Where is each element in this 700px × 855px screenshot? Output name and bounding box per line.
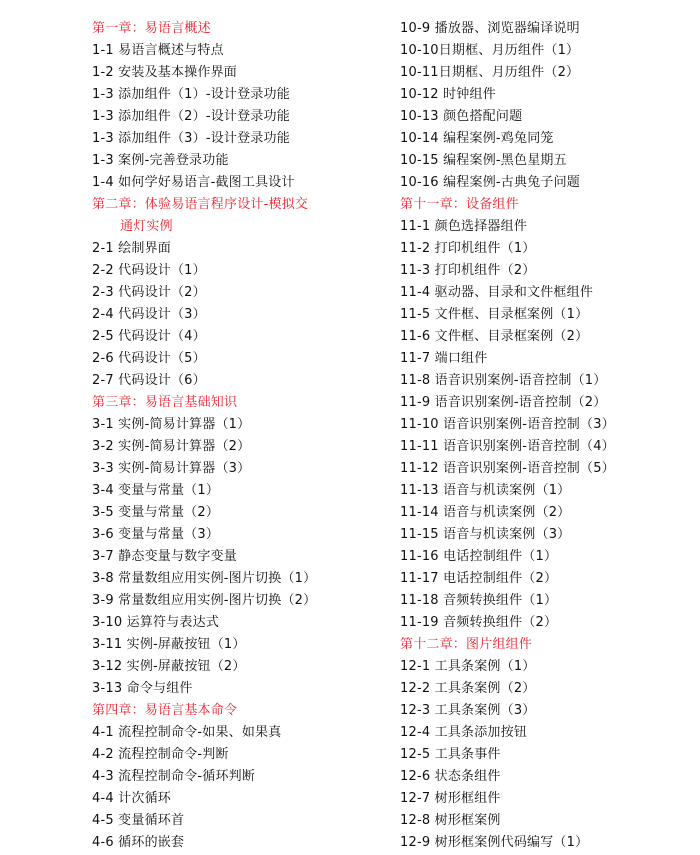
toc-entry: 11-16 电话控制组件（1） <box>400 549 558 564</box>
toc-entry: 11-18 音频转换组件（1） <box>400 593 558 608</box>
toc-entry: 11-8 语音识别案例-语音控制（1） <box>400 373 607 388</box>
toc-entry: 4-3 流程控制命令-循环判断 <box>92 769 256 784</box>
toc-right-column <box>400 18 690 854</box>
toc-entry: 1-3 案例-完善登录功能 <box>92 153 229 168</box>
chapter-heading: 第十一章：设备组件 <box>400 197 519 212</box>
toc-entry: 3-7 静态变量与数字变量 <box>92 549 237 564</box>
toc-entry: 4-5 变量循环首 <box>92 813 185 828</box>
toc-entry: 3-1 实例-简易计算器（1） <box>92 417 251 432</box>
toc-entry: 11-3 打印机组件（2） <box>400 263 536 278</box>
toc-entry: 3-4 变量与常量（1） <box>92 483 220 498</box>
toc-entry: 11-13 语音与机读案例（1） <box>400 483 571 498</box>
toc-entry: 3-10 运算符与表达式 <box>92 615 220 630</box>
toc-entry: 2-3 代码设计（2） <box>92 285 206 300</box>
toc-entry: 11-14 语音与机读案例（2） <box>400 505 571 520</box>
toc-entry: 3-9 常量数组应用实例-图片切换（2） <box>92 593 317 608</box>
toc-entry: 3-13 命令与组件 <box>92 681 193 696</box>
toc-entry: 4-1 流程控制命令-如果、如果真 <box>92 725 282 740</box>
chapter-heading: 第四章：易语言基本命令 <box>92 703 238 718</box>
toc-entry: 3-6 变量与常量（3） <box>92 527 220 542</box>
toc-entry: 11-9 语音识别案例-语音控制（2） <box>400 395 607 410</box>
toc-entry: 1-3 添加组件（1）-设计登录功能 <box>92 87 290 102</box>
toc-entry: 3-12 实例-屏蔽按钮（2） <box>92 659 246 674</box>
toc-entry: 11-4 驱动器、目录和文件框组件 <box>400 285 594 300</box>
toc-entry: 11-1 颜色选择器组件 <box>400 219 528 234</box>
toc-entry: 12-8 树形框案例 <box>400 813 501 828</box>
toc-entry: 4-2 流程控制命令-判断 <box>92 747 229 762</box>
toc-entry: 10-11日期框、月历组件（2） <box>400 65 580 80</box>
toc-entry: 3-11 实例-屏蔽按钮（1） <box>92 637 246 652</box>
toc-entry: 11-11 语音识别案例-语音控制（4） <box>400 439 615 454</box>
toc-entry: 11-17 电话控制组件（2） <box>400 571 558 586</box>
toc-entry: 10-12 时钟组件 <box>400 87 496 102</box>
toc-entry: 3-3 实例-简易计算器（3） <box>92 461 251 476</box>
toc-entry: 1-3 添加组件（2）-设计登录功能 <box>92 109 290 124</box>
chapter-heading: 第二章：体验易语言程序设计-模拟交 <box>92 197 309 212</box>
toc-entry: 2-7 代码设计（6） <box>92 373 206 388</box>
toc-entry: 2-5 代码设计（4） <box>92 329 206 344</box>
toc-entry: 11-10 语音识别案例-语音控制（3） <box>400 417 615 432</box>
chapter-heading: 通灯实例 <box>120 219 173 234</box>
toc-entry: 10-15 编程案例-黑色星期五 <box>400 153 567 168</box>
chapter-heading: 第十二章：图片组组件 <box>400 637 533 652</box>
toc-entry: 3-5 变量与常量（2） <box>92 505 220 520</box>
toc-entry: 4-6 循环的嵌套 <box>92 835 185 850</box>
toc-entry: 1-4 如何学好易语言-截图工具设计 <box>92 175 295 190</box>
toc-entry: 11-5 文件框、目录框案例（1） <box>400 307 589 322</box>
toc-entry: 2-2 代码设计（1） <box>92 263 206 278</box>
toc-entry: 11-7 端口组件 <box>400 351 488 366</box>
toc-entry: 2-6 代码设计（5） <box>92 351 206 366</box>
toc-entry: 1-2 安装及基本操作界面 <box>92 65 237 80</box>
toc-entry: 10-14 编程案例-鸡兔同笼 <box>400 131 554 146</box>
toc-entry: 1-3 添加组件（3）-设计登录功能 <box>92 131 290 146</box>
toc-entry: 11-19 音频转换组件（2） <box>400 615 558 630</box>
toc-entry: 11-6 文件框、目录框案例（2） <box>400 329 589 344</box>
toc-entry: 12-2 工具条案例（2） <box>400 681 536 696</box>
toc-entry: 11-12 语音识别案例-语音控制（5） <box>400 461 615 476</box>
toc-entry: 12-9 树形框案例代码编写（1） <box>400 835 589 850</box>
toc-entry: 12-1 工具条案例（1） <box>400 659 536 674</box>
toc-entry: 12-7 树形框组件 <box>400 791 501 806</box>
toc-entry: 12-3 工具条案例（3） <box>400 703 536 718</box>
toc-entry: 3-8 常量数组应用实例-图片切换（1） <box>92 571 317 586</box>
toc-entry: 3-2 实例-简易计算器（2） <box>92 439 251 454</box>
chapter-heading: 第一章：易语言概述 <box>92 21 211 36</box>
toc-entry: 12-4 工具条添加按钮 <box>400 725 528 740</box>
toc-entry: 10-13 颜色搭配问题 <box>400 109 523 124</box>
toc-left-column <box>92 18 372 854</box>
toc-entry: 12-6 状态条组件 <box>400 769 501 784</box>
toc-entry: 10-10日期框、月历组件（1） <box>400 43 580 58</box>
toc-entry: 2-4 代码设计（3） <box>92 307 206 322</box>
toc-entry: 4-4 计次循环 <box>92 791 171 806</box>
toc-entry: 10-9 播放器、浏览器编译说明 <box>400 21 580 36</box>
toc-entry: 2-1 绘制界面 <box>92 241 171 256</box>
toc-entry: 11-2 打印机组件（1） <box>400 241 536 256</box>
toc-entry: 12-5 工具条事件 <box>400 747 501 762</box>
chapter-heading: 第三章：易语言基础知识 <box>92 395 238 410</box>
toc-entry: 11-15 语音与机读案例（3） <box>400 527 571 542</box>
toc-entry: 1-1 易语言概述与特点 <box>92 43 224 58</box>
toc-entry: 10-16 编程案例-古典兔子问题 <box>400 175 580 190</box>
